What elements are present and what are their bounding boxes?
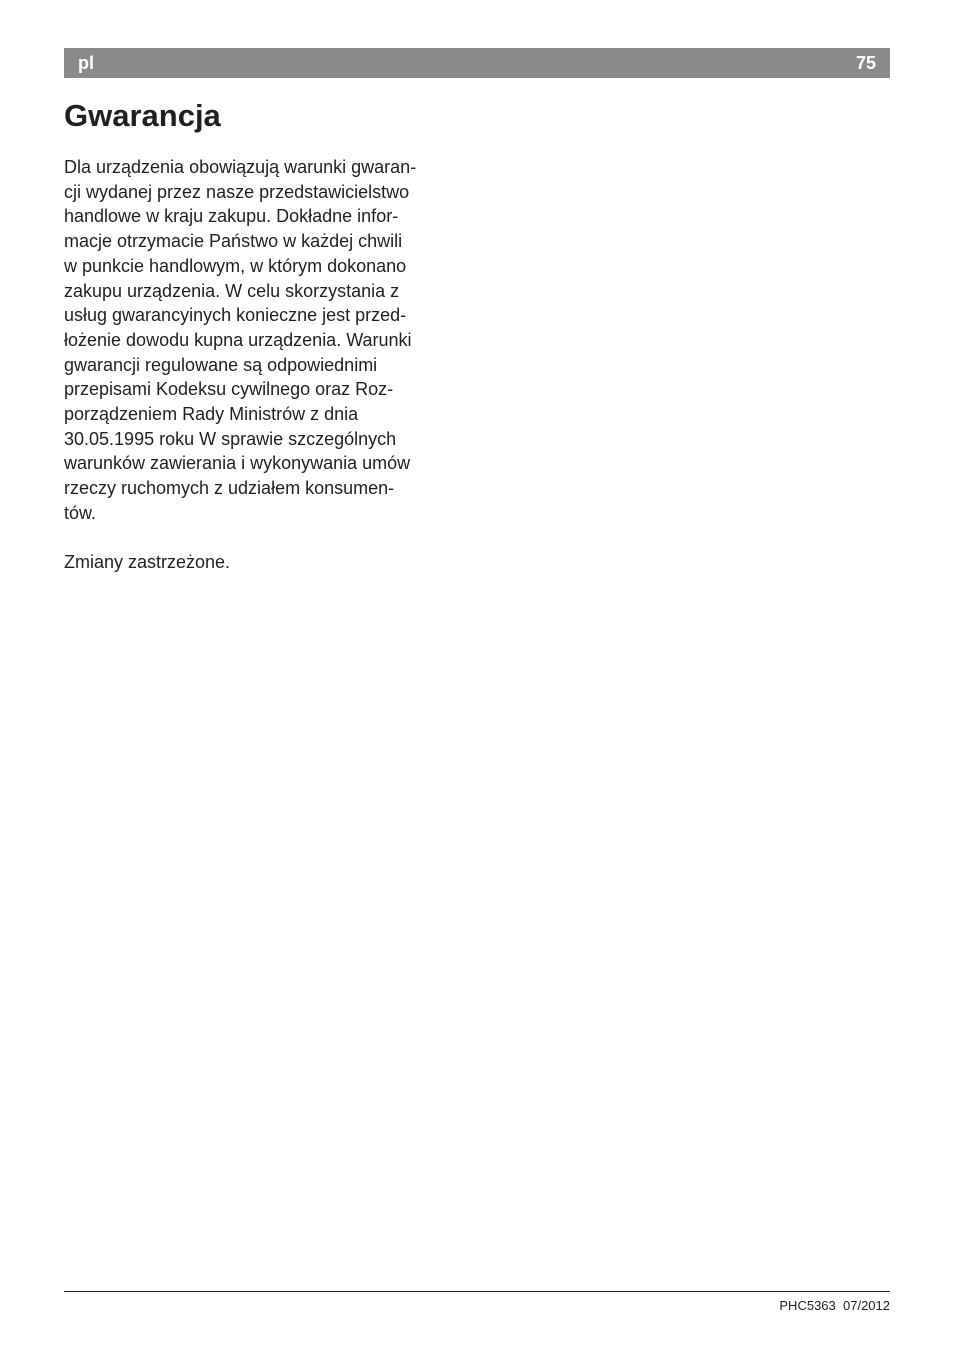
paragraph-line: macje otrzymacie Państwo w każdej chwili (64, 231, 403, 252)
warranty-paragraph (64, 155, 484, 526)
changes-reserved-note: Zmiany zastrzeżone. (64, 552, 231, 572)
paragraph-line: łożenie dowodu kupna urządzenia. Warunki (64, 329, 412, 350)
footer-document-code (779, 1298, 890, 1314)
paragraph-line: porządzeniem Rady Ministrów z dnia (64, 404, 359, 425)
paragraph-line: w punkcie handlowym, w którym dokonano (64, 255, 407, 276)
paragraph-line: cji wydanej przez nasze przedstawicielstwo (64, 181, 410, 202)
page-number: 75 (855, 53, 876, 73)
paragraph-line: przepisami Kodeksu cywilnego oraz Roz- (64, 379, 394, 400)
paragraph-line: usług gwarancyinych konieczne jest przed- (64, 305, 407, 326)
paragraph-line: gwarancji regulowane są odpowiednimi (64, 354, 378, 375)
header-bar (64, 48, 890, 78)
footer-divider (64, 1291, 890, 1292)
paragraph-line: zakupu urządzenia. W celu skorzystania z (64, 280, 400, 301)
paragraph-line: rzeczy ruchomych z udziałem konsumen- (64, 478, 395, 499)
paragraph-line: tów. (64, 502, 97, 523)
page-title: Gwarancja (64, 98, 221, 133)
footer-model: PHC5363 (779, 1298, 836, 1313)
language-code: pl (78, 53, 94, 73)
footer-date: 07/2012 (843, 1298, 890, 1313)
paragraph-line: Dla urządzenia obowiązują warunki gwaran- (64, 157, 417, 177)
paragraph-line: handlowe w kraju zakupu. Dokładne infor- (64, 206, 399, 227)
paragraph-line: 30.05.1995 roku W sprawie szczególnych (64, 428, 397, 449)
paragraph-line: warunków zawierania i wykonywania umów (64, 453, 411, 474)
